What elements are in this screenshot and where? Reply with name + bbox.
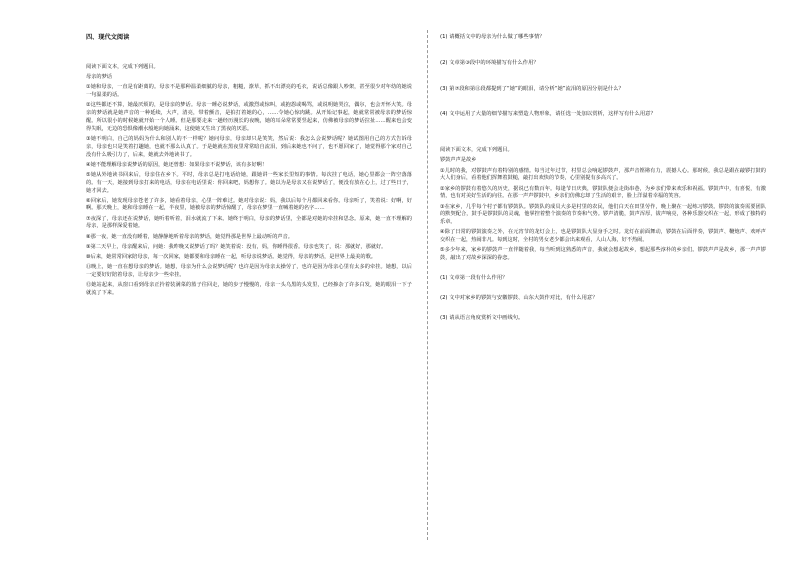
question: (4) 文中运用了大量的细节描写来塑造人物形象，请任选一处加以赏析，这样写有什么用意？ xyxy=(440,111,656,118)
paragraph: ③在家乡，几乎每个村子都有锣鼓队。锣鼓队的成员大多是村里的农民，他们白天在田里劳作，晚上聚在一起练习锣鼓。锣鼓的演奏需要团队的默契配合，鼓手是锣鼓队的灵魂，他掌控着整个演奏的节奏和气势。锣声清脆，鼓声浑厚，钹声响亮，各种乐器交织在一起，形成了独特的乐章。 xyxy=(440,203,766,226)
right-column xyxy=(440,34,766,335)
reading-instruction: 阅读下面文本，完成下列题目。 xyxy=(440,147,513,154)
paragraph: ⑤她从外地读书回来后，母亲住在乡下。平时，母亲总是打电话给她，跟她讲一些家长里短的事情。每次挂了电话，她心里都会一阵空落落的。有一天，她接到母亲打来的电话，母亲在电话里说：你回来吧，妈想你了。她以为是母亲又在说梦话了，便没有放在心上，过了些日子，她才回去。 xyxy=(86,171,412,194)
left-column xyxy=(86,34,412,300)
question: (2) 文章第③段中的环境描写有什么作用？ xyxy=(440,59,539,66)
column-divider xyxy=(427,30,428,540)
article-title: 母亲的梦话 xyxy=(86,74,112,81)
question: (1) 文章第一段有什么作用？ xyxy=(440,275,508,282)
paragraph: ⑤多少年来，家乡的锣鼓声一直伴随着我，每当听到这熟悉的声音，我就会想起故乡，想起那些淳朴的乡亲们。锣鼓声声是故乡，那一声声锣鼓，敲出了对故乡深深的眷恋。 xyxy=(440,247,766,262)
paragraph: ①儿时的我，对锣鼓声有着特别的感情。每当过年过节，村里总会响起锣鼓声，那声音铿锵有力，震撼人心。那时候，我总是跟在敲锣打鼓的大人们身后，看着他们挥舞着鼓槌，敲打出欢快的节奏，心里别提有多高兴了。 xyxy=(440,167,766,182)
paragraph: ②家乡的锣鼓有着悠久的历史，据说已有数百年。每逢节日庆典，锣鼓队便会走街串巷，为乡亲们带来欢乐和祝福。锣鼓声中，有喜悦，有激情，也有对美好生活的向往。在那一声声锣鼓中，乡亲们仿佛忘却了生活的艰辛，脸上洋溢着幸福的笑容。 xyxy=(440,185,766,200)
question: (3) 第⑦段和第⑪段都提到了“她”的眼泪，请分析“她”流泪的原因分别是什么？ xyxy=(440,85,624,92)
paragraph: ⑨第二天早上，母亲醒来后，问她：我昨晚又说梦话了吗？她笑着说：没有，妈，你睡得很香。母亲也笑了，说：那就好，那就好。 xyxy=(86,243,387,250)
article-title: 锣鼓声声是故乡 xyxy=(440,157,477,164)
paragraph: ③她不明白，自己的妈妈为什么和别人的不一样呢？她问母亲，母亲却只是笑笑，然后说：我怎么会说梦话呢？她试图用自己的方式告诉母亲，母亲也只是笑着打趣她，也就不那么认真了。于是她就在黑夜里常常暗自流泪，到后来她也不问了，也不愿回家了，她觉得那个家对自己没有什么吸引力了，后来，她就去外地读书了。 xyxy=(86,135,412,158)
question: (1) 请概括文中的母亲为什么做了哪些事情？ xyxy=(440,34,545,40)
paragraph: ⑪晚上，她一直在想母亲的梦话。她想，母亲为什么会说梦话呢？也许是因为母亲太操劳了，也许是因为母亲心里有太多的牵挂。她想，以后一定要好好陪着母亲，让母亲少一些牵挂。 xyxy=(86,264,412,279)
paragraph: ①她和母亲，一直是有距离的。母亲不是那种温柔细腻的母亲，粗糙，潦草，抓不出漂亮的毛衣，说话总像跟人吵架，甚至很少对年幼的她说一句温柔的话。 xyxy=(86,84,412,99)
paragraph: ⑧那一夜，她一直没有睡着，她静静地听着母亲的梦话，她觉得那是世界上最动听的声音。 xyxy=(86,233,293,240)
paragraph: ⑦夜深了，母亲还在说梦话，她听着听着，泪水就流了下来。她终于明白，母亲的梦话里，全都是对她的牵挂和思念。原来，她一直不理解的母亲，是那样深爱着她。 xyxy=(86,215,412,230)
section-heading: 四、现代文阅读 xyxy=(86,34,130,41)
paragraph: ⑩后来，她常常回家陪母亲，每一次回家，她都要和母亲睡在一起，听母亲说梦话。她觉得，母亲的梦话，是世界上最美的歌。 xyxy=(86,254,376,261)
paragraph: ④她不能理解母亲说梦话的原因，她还曾想：如果母亲不说梦话，该有多好啊！ xyxy=(86,161,268,168)
question: (2) 文中对家乡的锣鼓与安徽锣鼓、山东大鼓作对比，有什么用意？ xyxy=(440,295,598,302)
paragraph: ②这些都还不算，她最厌烦的，是母亲的梦话。母亲一睡必说梦话，或激烈或惊叫，或抱怨或喝骂，或说明她哭泣，偶尔，也会开怀大笑。母亲的梦话就是她声音的一种延续，大声，清亮，带着颤音，是拍打着她的心，……令她心惊肉跳。从开始记事起，她就常常被母亲的梦话惊醒。所以很小的时候她就开始一个人睡。但是那要走来一趟经历漫长的夜晚，她的耳朵常常要竖起来，仿佛被母亲的梦话拉扯……醒来也会变得失眠，无边的恐惧像潮水般地向她涌来，这使她又生出了黑夜的厌恶。 xyxy=(86,102,412,132)
question: (3) 请从语言角度赏析文中画线句。 xyxy=(440,314,524,321)
paragraph: ⑫她站起来，从窗口看到母亲正拎着装满菜的篮子往回走，她的步子慢慢的，母亲一头乌黑的头发里，已经掺杂了许多白发，她的眼泪一下子就流了下来。 xyxy=(86,282,412,296)
paragraph: ④除了日常的锣鼓演奏之外，在元宵节的龙灯会上，也是锣鼓队大显身手之时。龙灯在前面舞动，锣鼓在后面伴奏，锣鼓声、鞭炮声、欢呼声交织在一起，热闹非凡。每到这时，全村的男女老少都会出来观看，人山人海，好不热闹。 xyxy=(440,229,766,244)
reading-instruction: 阅读下面文本，完成下列题目。 xyxy=(86,64,159,70)
paragraph: ⑥回家后，她发现母亲苍老了许多，她看着母亲，心里一阵难过。她对母亲说：妈，我以后每个月都回来看你。母亲听了，笑着说：好啊，好啊。那天晚上，她和母亲睡在一起，半夜里，她被母亲的梦话惊醒了，母亲在梦里一直喊着她的名字…… xyxy=(86,197,412,212)
